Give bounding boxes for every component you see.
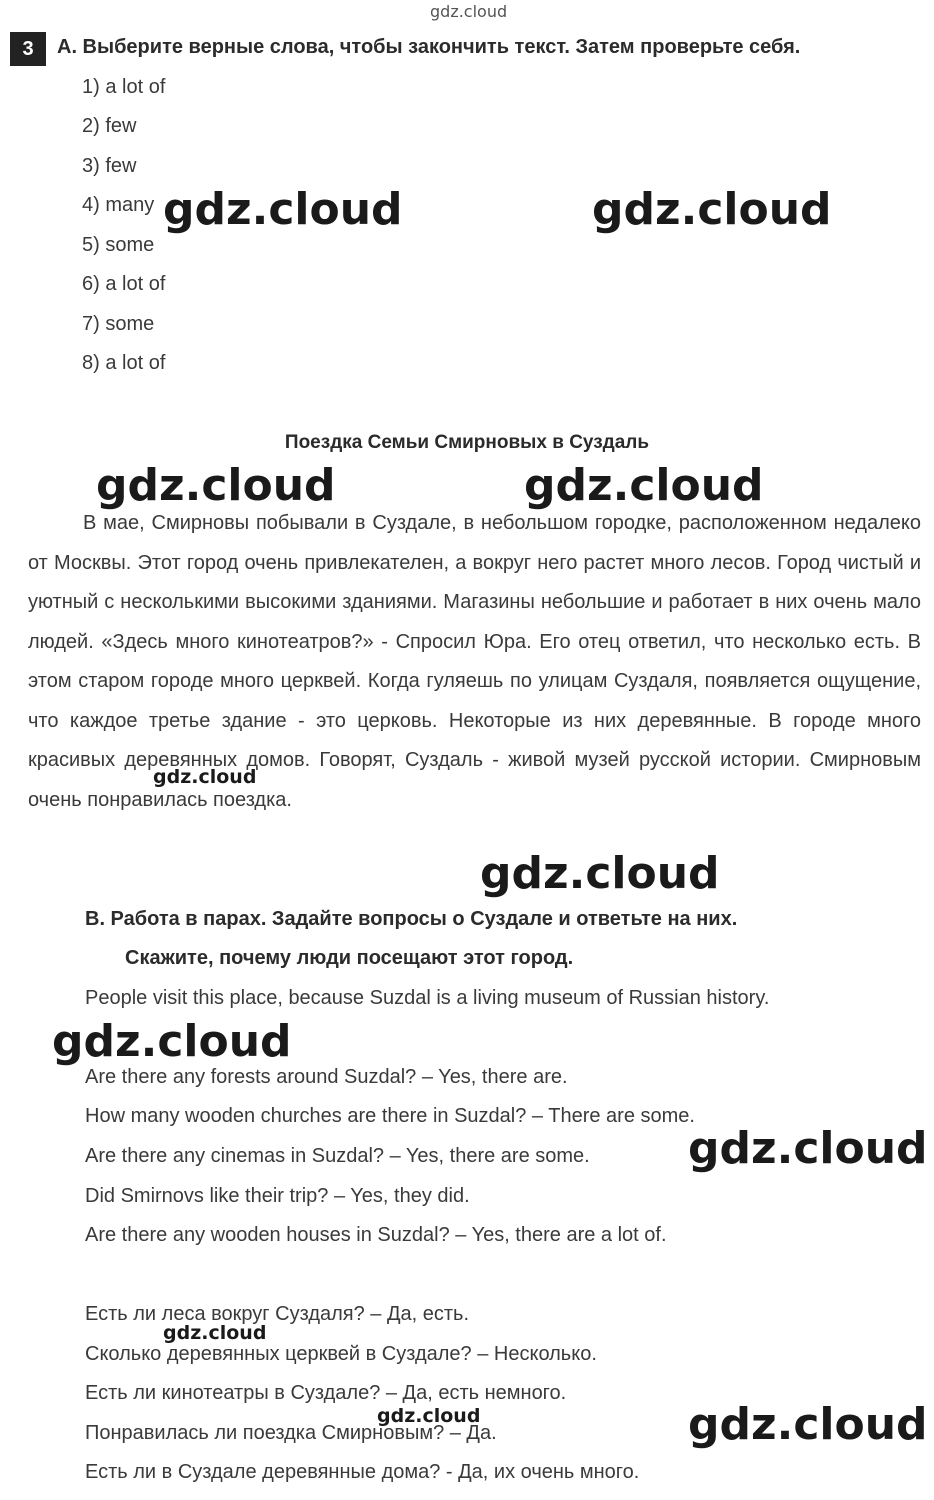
watermark: gdz.cloud bbox=[524, 460, 764, 511]
top-watermark: gdz.cloud bbox=[430, 2, 508, 21]
story-title: Поездка Семьи Смирновых в Суздаль bbox=[284, 432, 650, 453]
watermark: gdz.cloud bbox=[163, 1322, 267, 1344]
answer-item: 6) a lot of bbox=[82, 273, 166, 295]
qa-english-line: How many wooden churches are there in Suzdal? – There are some. bbox=[85, 1105, 695, 1127]
qa-english-line: Are there any cinemas in Suzdal? – Yes, there are some. bbox=[85, 1145, 590, 1167]
qa-russian-line: Понравилась ли поездка Смирновым? – Да. bbox=[85, 1422, 497, 1444]
exercise-number-badge: 3 bbox=[10, 32, 46, 66]
qa-russian-line: Есть ли леса вокруг Суздаля? – Да, есть. bbox=[85, 1303, 470, 1325]
watermark: gdz.cloud bbox=[377, 1405, 481, 1427]
watermark: gdz.cloud bbox=[688, 1123, 928, 1174]
watermark: gdz.cloud bbox=[592, 184, 832, 235]
qa-russian-line: Сколько деревянных церквей в Суздале? – Несколько. bbox=[85, 1343, 597, 1365]
task-a-heading: A. Выберите верные слова, чтобы закончить текст. Затем проверьте себя. bbox=[57, 36, 801, 58]
watermark: gdz.cloud bbox=[480, 848, 720, 899]
watermark: gdz.cloud bbox=[163, 184, 403, 235]
answer-item: 7) some bbox=[82, 313, 155, 335]
qa-russian-line: Есть ли в Суздале деревянные дома? - Да, их очень много. bbox=[85, 1461, 640, 1483]
qa-english-line: Are there any forests around Suzdal? – Yes, there are. bbox=[85, 1066, 568, 1088]
watermark: gdz.cloud bbox=[688, 1399, 928, 1450]
watermark: gdz.cloud bbox=[153, 766, 257, 788]
answer-item: 5) some bbox=[82, 234, 155, 256]
task-b-line-1: B. Работа в парах. Задайте вопросы о Суздале и ответьте на них. bbox=[85, 908, 738, 930]
task-b-heading bbox=[85, 900, 923, 978]
answer-item: 3) few bbox=[82, 155, 137, 177]
qa-english-line: Are there any wooden houses in Suzdal? – Yes, there are a lot of. bbox=[85, 1224, 667, 1246]
answer-item: 1) a lot of bbox=[82, 76, 166, 98]
answer-item: 8) a lot of bbox=[82, 352, 166, 374]
answer-item: 4) many bbox=[82, 194, 155, 216]
answer-item: 2) few bbox=[82, 115, 137, 137]
watermark: gdz.cloud bbox=[52, 1016, 292, 1067]
story-paragraph: В мае, Смирновы побывали в Суздале, в небольшом городке, расположенном недалеко от Москвы. Этот город очень привлекателен, а вокруг него растет много лесов. Город чистый и уютный с несколькими высокими зданиями. Магазины небольшие и работает в них очень мало людей. «Здесь много кинотеатров?» - Спросил Юра. Его отец ответил, что несколько есть. В этом старом городе много церквей. Когда гуляешь по улицам Суздаля, появляется ощущение, что каждое третье здание - это церковь. Некоторые из них деревянные. В городе много красивых деревянных домов. Говорят, Суздаль - живой музей русской истории. Смирновым очень понравилась поездка. bbox=[28, 512, 921, 811]
task-b-line-2: Скажите, почему люди посещают этот город. bbox=[125, 947, 574, 969]
qa-russian-line: Есть ли кинотеатры в Суздале? – Да, есть немного. bbox=[85, 1382, 567, 1404]
qa-english-line: Did Smirnovs like their trip? – Yes, they did. bbox=[85, 1185, 470, 1207]
watermark: gdz.cloud bbox=[96, 460, 336, 511]
answer-b-text: People visit this place, because Suzdal is a living museum of Russian history. bbox=[85, 987, 770, 1009]
